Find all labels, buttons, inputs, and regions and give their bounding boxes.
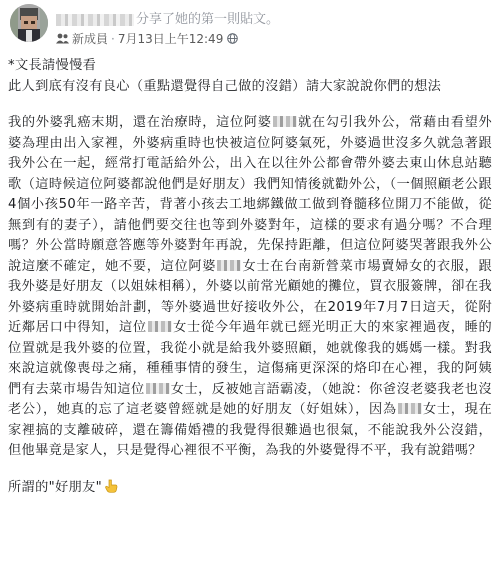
post-header: [6, 0, 494, 52]
meta-separator: ·: [111, 32, 115, 46]
globe-icon: [227, 33, 238, 44]
author-avatar[interactable]: [10, 4, 48, 42]
redacted-name: [217, 260, 241, 271]
member-badge-label: 新成員: [72, 32, 109, 46]
post-story: [8, 113, 492, 462]
story-text-5: 女士，反被她言語霸凌，（她說：你爸沒老婆我老也沒老公），她真的忘了這老婆曾經就是她的好朋友（好姐妹），因為: [8, 381, 492, 417]
post-meta: [56, 30, 238, 47]
new-member-badge-icon: [56, 33, 69, 44]
story-text-4: 女士從今年過年就已經光明正大的來家裡過夜，睡的位置就是我外婆的位置，我從小就是給我外婆照顧，她就像我的媽媽一樣。對我來說這就像喪母之痛，種種事情的發生，這傷痛更深深的烙印在心裡，我的阿姨們有去菜市場告知這位: [8, 320, 492, 397]
post-body: [8, 56, 492, 498]
author-action: 分享了她的第一則貼文。: [136, 12, 280, 27]
post-note: *文長請慢慢看: [8, 58, 97, 73]
pointing-down-hand-icon: [104, 479, 118, 493]
story-text-6: 女士，現在家裡搞的支離破碎，還在籌備婚禮的我覺得很難過也很氣，不能說我外公沒錯，但他畢竟是家人，只是覺得心裡很不平衡，為我的外婆覺得不平，我有說錯嗎？: [8, 402, 492, 458]
author-line: [56, 8, 279, 27]
redacted-name: [273, 116, 297, 127]
closing-text: 所謂的"好朋友": [8, 479, 103, 495]
post-closing: [8, 478, 492, 499]
redacted-name: [398, 403, 422, 414]
story-text-2: 就在勾引我外公，常藉由看望外婆為理由出入家裡，外婆病重時也快被這位阿婆氣死，外婆過世沒多久就急著跟我外公在一起，經常打電話給外公，出入在以往外公都會帶外婆去東山休息站聽歌（這時候這位阿婆都說他們是好朋友）我們知情後就勸外公，（一個照顧老公跟4個小孩50年一路辛苦，背著小孩去工地綁鐵做工做到脊髓移位開刀不能做，從無到有的妻子），請他們要交往也等到外婆對年，這樣的要求有過分嗎？不合理嗎？外公當時願意答應等外婆對年再說，先保持距離，但這位阿婆哭著跟我外公說這麼不確定，她不要，這位阿婆: [8, 115, 492, 274]
redacted-name: [146, 383, 170, 394]
story-text-1: 我的外婆乳癌末期，還在治療時，這位阿婆: [8, 115, 272, 130]
story-text-3: 女士在台南新營菜市場賣婦女的衣服，跟我外婆是好朋友（以姐妹相稱），外婆以前常光顧她的攤位，買衣服簽牌，卻在我外婆病重時就開始計劃，等外婆過世好接收外公，在2019年7月7日這天，從附近鄰居口中得知，這位: [8, 258, 492, 335]
post-question: 此人到底有沒有良心（重點還覺得自己做的沒錯）請大家說說你們的想法: [8, 78, 442, 94]
redacted-name: [148, 321, 172, 332]
post-timestamp[interactable]: 7月13日上午12:49: [117, 32, 224, 46]
author-name-redacted[interactable]: [56, 14, 134, 26]
